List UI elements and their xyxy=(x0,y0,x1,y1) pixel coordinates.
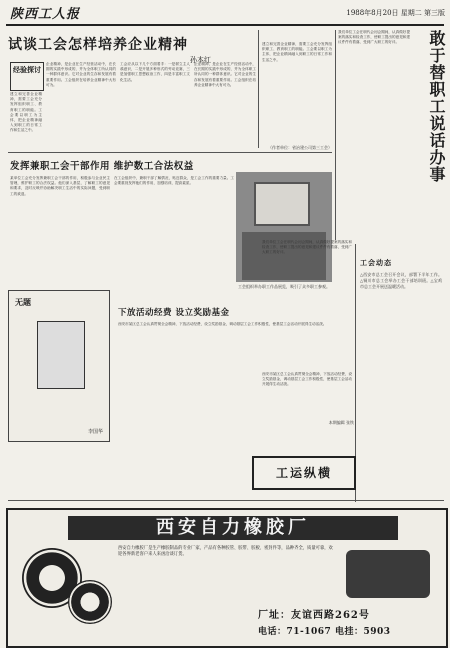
divider xyxy=(258,30,259,148)
cartoon-frame xyxy=(8,290,110,442)
cartoon-artist: 李国华 xyxy=(87,429,103,435)
ad-intro: 西安自力橡胶厂是生产橡胶制品的专业厂家，产品有各种胶管、胶带、胶板、密封件等，品种齐全，质量可靠，欢迎各界新老客户来人来函洽谈订货。 xyxy=(118,546,333,557)
mid-right-text: 我们单位工会在职代会闭会期间，认真做好提案的落实和检查工作，使职工提出的意见和建议件件有着落，受到广大职工的好评。 xyxy=(262,240,352,255)
divider xyxy=(8,500,444,501)
masthead: 陕西工人报 xyxy=(10,7,81,22)
lead-column-1: 企业精神，是企业在生产经营活动中，在长期的实践中形成的，并为全体职工所认同的一种群体意识。它对企业的生存和发展有着重要作用。工会组织在培养企业精神中大有可为。 xyxy=(46,62,116,87)
lead-author: 孙本红 xyxy=(190,56,211,64)
divider xyxy=(8,152,332,153)
lead-column-4: 建立和完善企业精神，需要工会充分发挥组织职工、教育职工的职能。工会要以职工为主体，把企业精神融入到职工的日常工作和生活之中。 xyxy=(262,42,332,62)
tire-icon xyxy=(68,580,112,624)
lead-column-2: 工会应从以下几个方面着手：一是树立主人翁意识，二是开展多种形式的劳动竞赛，三是加强职工思想政治工作，四是丰富职工文化生活。 xyxy=(120,62,190,82)
factory-image xyxy=(346,550,430,598)
serial-editor: 本期编辑 张铁 xyxy=(328,420,354,425)
top-rule xyxy=(6,24,444,26)
photo-caption: 工会组织举办职工作品展览，吸引了众多职工参观。 xyxy=(238,284,330,289)
notes-body: △西安市总工会召开会议，部署下半年工作。△铜川市总工会举办工会干部培训班。△宝鸡市总工会开展送温暖活动。 xyxy=(360,272,442,289)
right-column-text: 我们单位工会在职代会闭会期间，认真做好提案的落实和检查工作，使职工提出的意见和建议件件有着落，受到广大职工的好评。 xyxy=(338,30,410,45)
ad-panel xyxy=(6,508,448,648)
funding-headline: 下放活动经费 设立奖励基金 xyxy=(118,308,230,318)
lead-column-3: 企业精神，是企业在生产经营活动中，在长期的实践中形成的，并为全体职工所认同的一种群体意识。它对企业的生存和发展有着重要作用。工会组织在培养企业精神中大有可为。 xyxy=(194,62,256,87)
notes-title: 工会动态 xyxy=(360,258,392,267)
ad-company-name: 西安自力橡胶厂 xyxy=(68,516,398,540)
feature-body-2: 在工会组织中，兼职干部了解情况，贴近群众，是工会工作的重要力量。工会要重视发挥他们的作用，加强培训，提高素质。 xyxy=(114,176,234,186)
ad-phone: 电话：71-1067 电挂：5903 xyxy=(258,627,391,637)
experience-badge: 经验探讨 xyxy=(10,62,44,91)
feature-headline: 发挥兼职工会干部作用 维护数工合法权益 xyxy=(10,161,194,172)
cartoon-title: 无题 xyxy=(15,297,31,307)
feature-body: 某单位工会充分发挥兼职工会干部的作用，积极参与企业民主管理，维护职工的合法权益。他们深入基层，了解职工的意见和要求，及时反映并协助解决职工生活中的实际问题，受到职工的欢迎。 xyxy=(10,176,110,196)
series-label: 工运纵横 xyxy=(252,456,356,490)
lead-headline: 试谈工会怎样培养企业精神 xyxy=(8,37,188,53)
dateline: 1988年8月20日 星期二 第三版 xyxy=(346,9,445,17)
exhibition-sign xyxy=(254,182,310,226)
cartoon-drawing xyxy=(37,321,85,389)
divider xyxy=(335,30,336,240)
ad-address: 厂址：友谊西路262号 xyxy=(258,610,370,621)
lead-column-1b: 建立和完善企业精神，需要工会充分发挥组织职工、教育职工的职能。工会要以职工为主体，把企业精神融入到职工的日常工作和生活之中。 xyxy=(10,92,42,133)
series-intro: 西安市某区总工会认真贯彻全会精神，下放活动经费，设立奖励基金，调动基层工会工作积极性，使基层工会活动开展得生动活泼。 xyxy=(262,372,352,387)
lead-byline-end: （作者单位：省冶建公司第三工会） xyxy=(268,145,332,150)
side-title: 敢于替职工说话办事 xyxy=(427,30,446,183)
funding-body: 西安市某区总工会认真贯彻全会精神，下放活动经费，设立奖励基金，调动基层工会工作积极性，使基层工会活动开展得生动活泼。 xyxy=(118,322,327,326)
